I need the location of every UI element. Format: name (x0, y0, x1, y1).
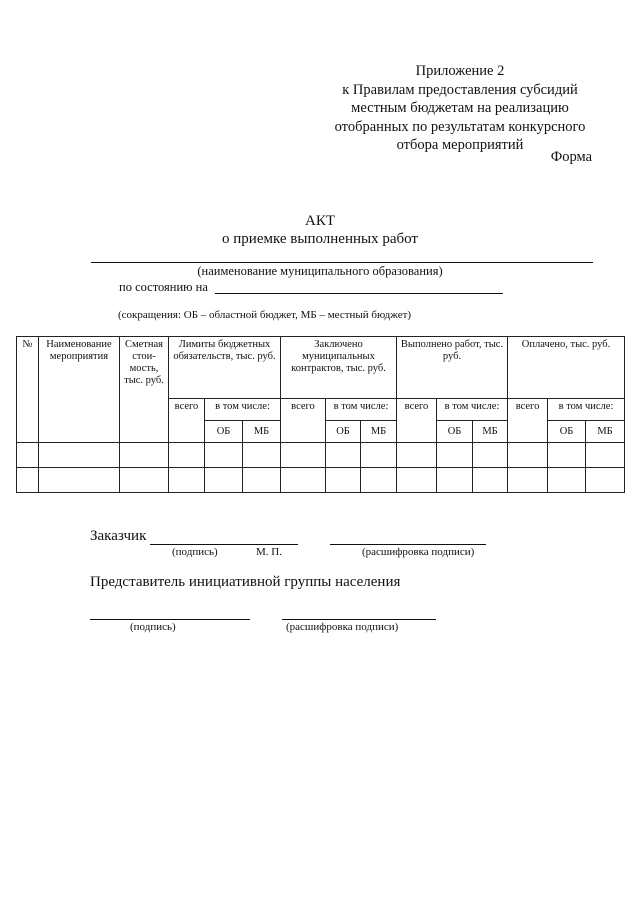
header-paid: Оплачено, тыс. руб. (508, 337, 625, 399)
table-cell[interactable] (548, 468, 586, 493)
table-cell[interactable] (243, 468, 281, 493)
header-ob: ОБ (205, 421, 243, 443)
header-number: № (17, 337, 39, 443)
table-cell[interactable] (120, 468, 169, 493)
table-cell[interactable] (39, 468, 120, 493)
table-cell[interactable] (281, 443, 326, 468)
customer-decode-caption: (расшифровка подписи) (362, 546, 475, 558)
table-cell[interactable] (361, 443, 397, 468)
as-of-date-line[interactable] (215, 293, 503, 294)
customer-mp-caption: М. П. (256, 546, 282, 558)
header-ob: ОБ (548, 421, 586, 443)
header-including: в том числе: (326, 399, 397, 421)
header-mb: МБ (586, 421, 625, 443)
table-cell[interactable] (437, 443, 473, 468)
table-cell[interactable] (169, 443, 205, 468)
table-cell[interactable] (120, 443, 169, 468)
appendix-line: отбора мероприятий (396, 137, 524, 153)
header-including: в том числе: (437, 399, 508, 421)
document-title: АКТ (305, 213, 335, 229)
header-mb: МБ (243, 421, 281, 443)
customer-signature-line[interactable] (150, 544, 298, 545)
municipality-caption: (наименование муниципального образования) (197, 264, 443, 278)
table-row (17, 468, 625, 493)
header-including: в том числе: (205, 399, 281, 421)
header-total: всего (397, 399, 437, 443)
appendix-line: к Правилам предоставления субсидий (342, 81, 578, 98)
table-cell[interactable] (397, 468, 437, 493)
as-of-label: по состоянию на (119, 280, 208, 294)
table-cell[interactable] (508, 443, 548, 468)
municipality-line[interactable] (91, 262, 593, 263)
header-name: Наименование мероприятия (39, 337, 120, 443)
table-cell[interactable] (17, 443, 39, 468)
header-limits: Лимиты бюджетных обязательств, тыс. руб. (169, 337, 281, 399)
header-including: в том числе: (548, 399, 625, 421)
abbreviations-note: (сокращения: ОБ – областной бюджет, МБ – местный бюджет) (118, 309, 412, 321)
table-cell[interactable] (326, 443, 361, 468)
appendix-header (300, 62, 620, 155)
header-completed: Выполнено работ, тыс. руб. (397, 337, 508, 399)
table-cell[interactable] (326, 468, 361, 493)
document-subtitle: о приемке выполненных работ (222, 231, 418, 247)
customer-sign-caption: (подпись) (172, 546, 218, 558)
header-total: всего (508, 399, 548, 443)
header-total: всего (281, 399, 326, 443)
header-mb: МБ (361, 421, 397, 443)
table-cell[interactable] (205, 468, 243, 493)
representative-signature-line[interactable] (90, 619, 250, 620)
table-cell[interactable] (243, 443, 281, 468)
table-cell[interactable] (473, 443, 508, 468)
table-cell[interactable] (39, 443, 120, 468)
table-cell[interactable] (548, 443, 586, 468)
header-ob: ОБ (437, 421, 473, 443)
representative-label: Представитель инициативной группы населения (90, 574, 401, 590)
table-cell[interactable] (281, 468, 326, 493)
header-mb: МБ (473, 421, 508, 443)
table-cell[interactable] (361, 468, 397, 493)
table-cell[interactable] (17, 468, 39, 493)
representative-sign-caption: (подпись) (130, 621, 176, 633)
table-cell[interactable] (586, 443, 625, 468)
representative-decode-line[interactable] (282, 619, 436, 620)
table-cell[interactable] (473, 468, 508, 493)
header-contracts: Заключено муниципальных контрактов, тыс. руб. (281, 337, 397, 399)
appendix-line: Приложение 2 (415, 63, 505, 79)
acceptance-table (16, 336, 625, 493)
table-cell[interactable] (437, 468, 473, 493)
customer-decode-line[interactable] (330, 544, 486, 545)
representative-decode-caption: (расшифровка подписи) (286, 621, 399, 633)
form-label: Форма (550, 149, 592, 165)
table-cell[interactable] (205, 443, 243, 468)
appendix-line: местным бюджетам на реализацию (351, 100, 569, 116)
table-row (17, 443, 625, 468)
header-ob: ОБ (326, 421, 361, 443)
customer-label: Заказчик (90, 528, 147, 544)
header-total: всего (169, 399, 205, 443)
appendix-line: отобранных по результатам конкурсного (334, 118, 586, 135)
table-cell[interactable] (586, 468, 625, 493)
table-cell[interactable] (397, 443, 437, 468)
table-cell[interactable] (169, 468, 205, 493)
header-estimate: Сметная стои-мость, тыс. руб. (120, 337, 169, 443)
table-cell[interactable] (508, 468, 548, 493)
